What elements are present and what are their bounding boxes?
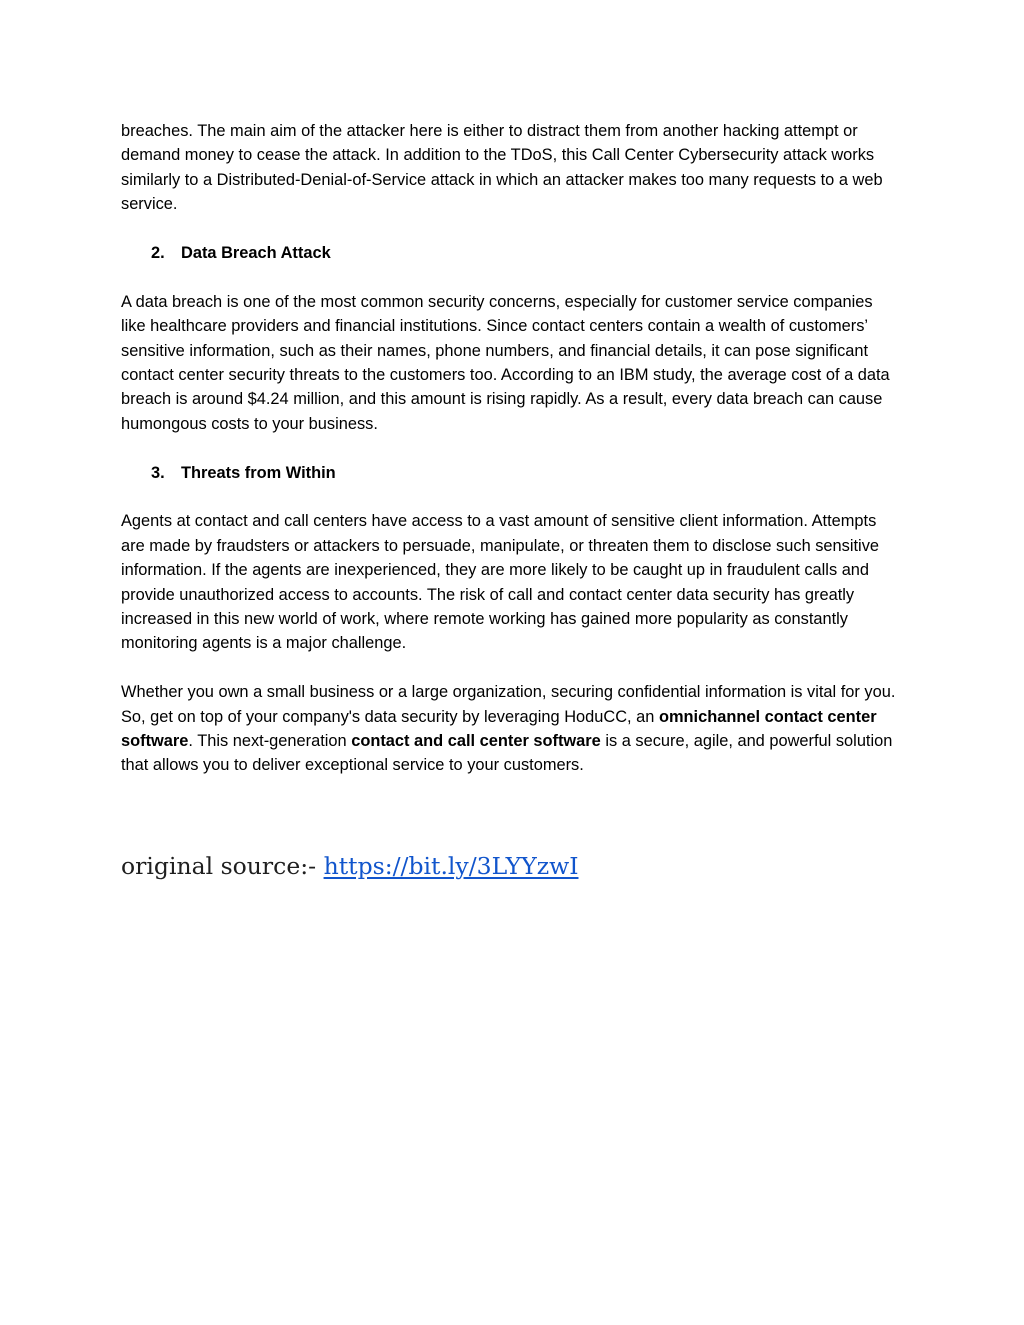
original-source-line <box>121 848 578 884</box>
paragraph-text: is a secure, agile, and powerful solution that allows you to deliver exceptional service to your customers. <box>121 732 893 775</box>
paragraph-tdos-conclusion: breaches. The main aim of the attacker here is either to distract them from another hacking attempt or demand money to cease the attack. In addition to the TDoS, this Call Center Cybersecurity attack works similarly to a Distributed-Denial-of-Service attack in which an attacker makes too many requests to a web service. <box>121 122 883 214</box>
paragraph-text: . This next-generation <box>188 732 352 751</box>
heading-title: Threats from Within <box>181 463 336 482</box>
heading-number: 3. <box>151 463 165 482</box>
heading-number: 2. <box>151 244 165 263</box>
source-label: original source:- <box>121 852 324 880</box>
heading-threats-from-within <box>151 461 901 485</box>
paragraph-threats-within: Agents at contact and call centers have access to a vast amount of sensitive client information. Attempts are made by fraudsters or attackers to persuade, manipulate, or threaten them to disclose such sensitive information. If the agents are inexperienced, they are more likely to be caught up in fraudulent calls and provide unauthorized access to accounts. The risk of call and contact center data security has greatly increased in this new world of work, where remote working has gained more popularity as constantly monitoring agents is a major challenge. <box>121 512 880 653</box>
document-body <box>121 119 901 778</box>
heading-title: Data Breach Attack <box>181 244 331 263</box>
source-link[interactable]: https://bit.ly/3LYYzwI <box>323 852 579 880</box>
bold-contact-center-software: contact and call center software <box>351 732 601 751</box>
bold-omnichannel-software: omnichannel contact center software <box>121 707 877 751</box>
paragraph-data-breach: A data breach is one of the most common security concerns, especially for customer service companies like healthcare providers and financial institutions. Since contact centers contain a wealth of customers’ sensitive information, such as their names, phone numbers, and financial details, it can pose significant contact center security threats to the customers too. According to an IBM study, the average cost of a data breach is around $4.24 million, and this amount is rising rapidly. As a result, every data breach can cause humongous costs to your business. <box>121 292 890 433</box>
paragraph-hoducc-promo <box>121 680 901 778</box>
heading-data-breach-attack <box>151 241 901 265</box>
paragraph-text: Whether you own a small business or a large organization, securing confidential information is vital for you. So, get on top of your company's data security by leveraging HoduCC, an <box>121 683 900 726</box>
